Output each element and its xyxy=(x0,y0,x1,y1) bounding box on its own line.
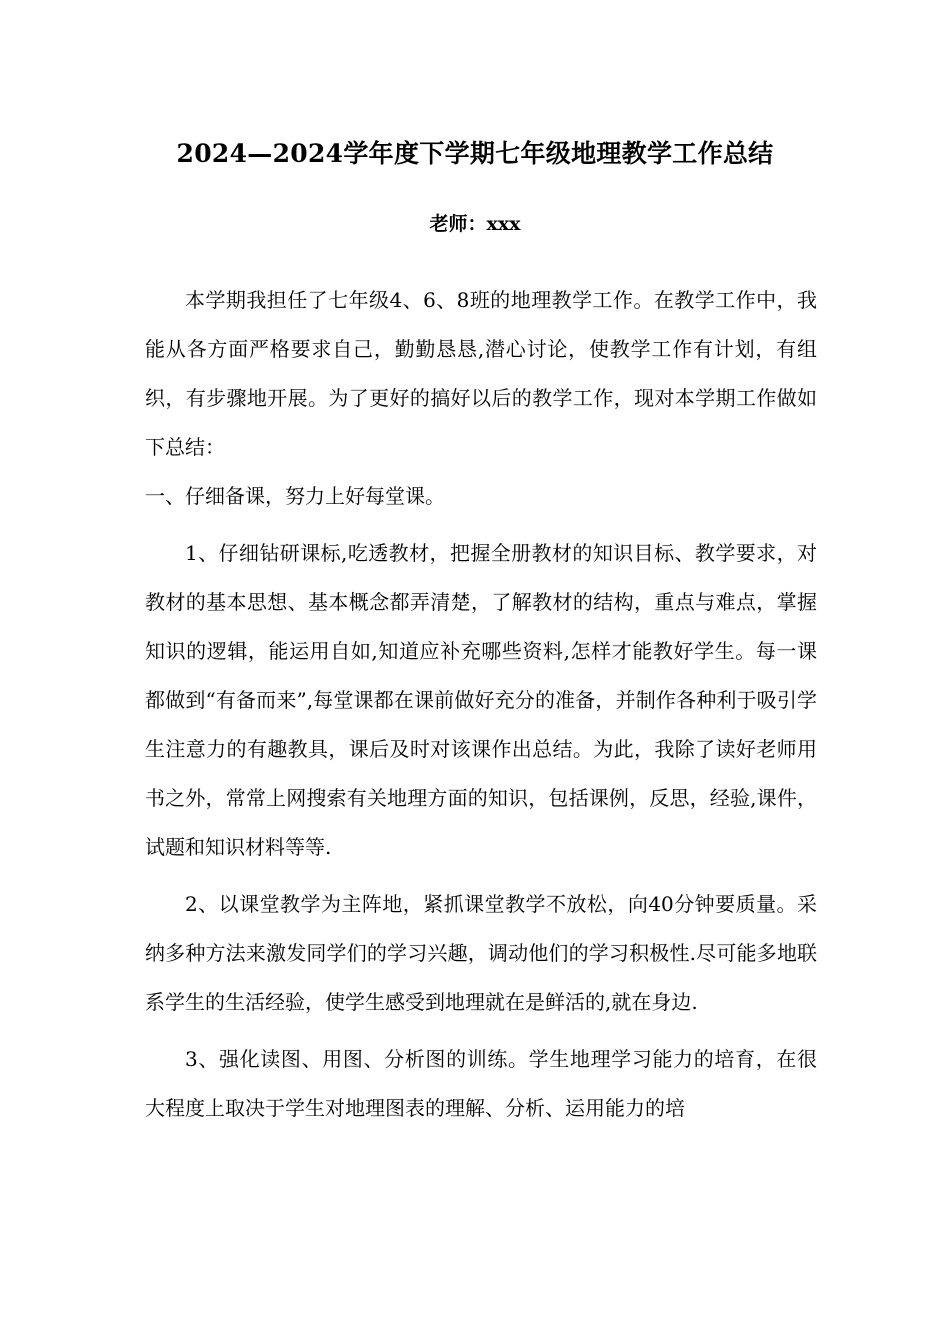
point-1-paragraph: 1、仔细钻研课标,吃透教材，把握全册教材的知识目标、教学要求，对教材的基本思想、基本概念都弄清楚，了解教材的结构，重点与难点，掌握知识的逻辑，能运用自如,知道应补充哪些资料,怎样才能教好学生。每一课都做到“有备而来”,每堂课都在课前做好充分的准备，并制作各种利于吸引学生注意力的有趣教具，课后及时对该课作出总结。为此，我除了读好老师用书之外，常常上网搜索有关地理方面的知识，包括课例，反思，经验,课件，试题和知识材料等等. xyxy=(145,541,817,859)
point-3-paragraph: 3、强化读图、用图、分析图的训练。学生地理学习能力的培育，在很大程度上取决于学生对地理图表的理解、分析、运用能力的培 xyxy=(145,1047,817,1120)
section-heading: 一、仔细备课，努力上好每堂课。 xyxy=(145,484,445,508)
intro-paragraph: 本学期我担任了七年级4、6、8班的地理教学工作。在教学工作中，我能从各方面严格要求自己，勤勤恳恳,潜心讨论，使教学工作有计划，有组织，有步骤地开展。为了更好的搞好以后的教学工作，现对本学期工作做如下总结： xyxy=(145,288,817,459)
document-title: 2024—2024学年度下学期七年级地理教学工作总结 xyxy=(176,139,774,168)
document-body xyxy=(145,276,817,1133)
point-2-paragraph: 2、以课堂教学为主阵地，紧抓课堂教学不放松，向40分钟要质量。采纳多种方法来激发同学们的学习兴趣，调动他们的学习积极性.尽可能多地联系学生的生活经验，使学生感受到地理就在是鲜活的,就在身边. xyxy=(145,892,817,1014)
author-line: 老师：xxx xyxy=(429,213,521,235)
